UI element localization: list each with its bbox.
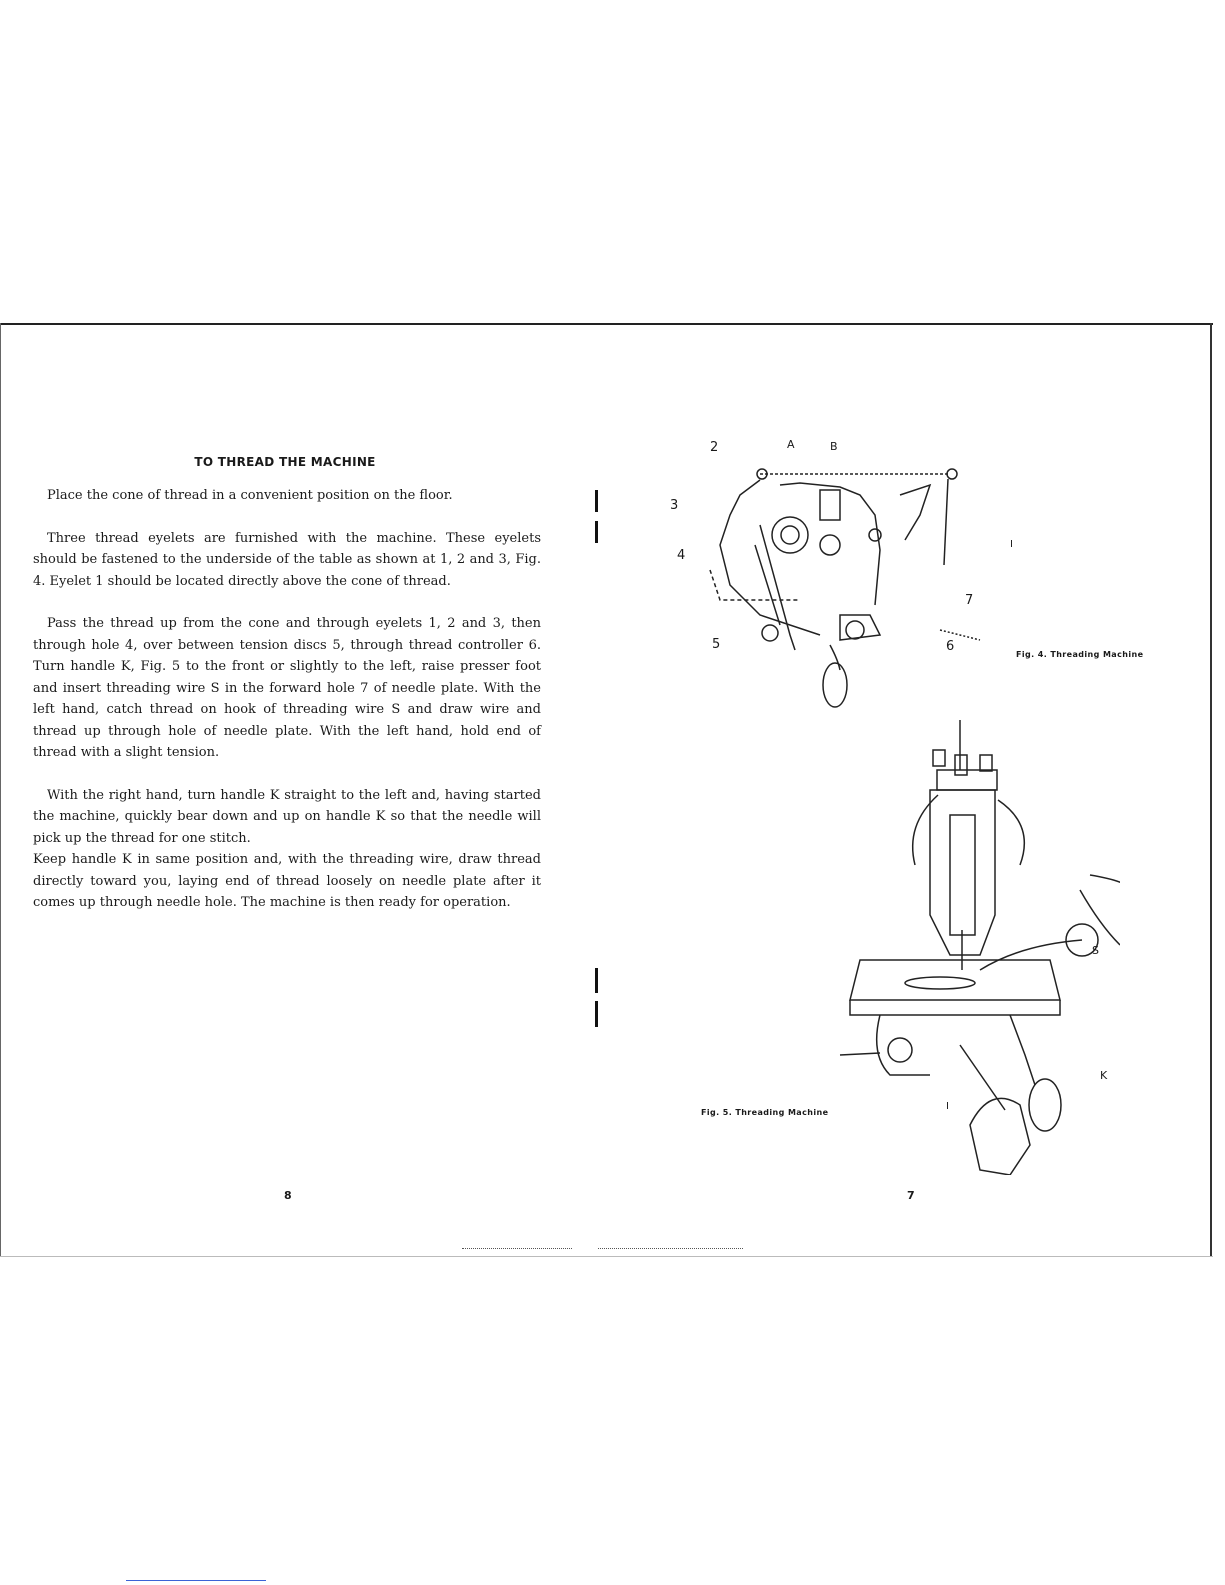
paragraph-4: With the right hand, turn handle K straight to the left and, having started the machine, quickly bear down and up on handle K so that the needle will pick up the thread for one stitch. [33, 787, 541, 846]
fig4-label-2: 2 [710, 440, 719, 455]
footer-underline [126, 1580, 266, 1581]
fig5-label-1: I [946, 1101, 949, 1112]
section-title: TO THREAD THE MACHINE [194, 455, 376, 469]
gutter-mark [595, 521, 598, 543]
paragraph-3: Pass the thread up from the cone and through eyelets 1, 2 and 3, then through hole 4, over between tension discs 5, through thread controller 6. Turn handle K, Fig. 5 to the front or slightly to the left, raise presser foot and insert threading wire S in the forward hole 7 of needle plate. With the left hand, catch thread on hook of threading wire S and draw wire and thread up through hole of needle plate. With the left hand, hold end of thread with a slight tension. [33, 616, 541, 760]
page-top-edge [0, 323, 1213, 325]
page-bottom-edge [0, 1256, 1213, 1257]
gutter-mark [595, 1001, 598, 1027]
fig4-label-A: A [787, 438, 795, 451]
threading-machine-illustration [820, 715, 1120, 1175]
paragraph-2: Three thread eyelets are furnished with the machine. These eyelets should be fastened to the underside of the table as shown at 1, 2 and 3, Fig. 4. Eyelet 1 should be located directly above the cone of thread. [33, 530, 541, 589]
fig4-label-B: B [830, 440, 838, 453]
fig5-label-S: S [1092, 944, 1099, 957]
fig4-label-5: 5 [712, 637, 721, 652]
left-page-number: 8 [284, 1189, 292, 1202]
gutter-mark [595, 490, 598, 512]
page-left-edge [0, 323, 1, 1257]
page-right-edge [1210, 323, 1212, 1257]
paragraph-5: Keep handle K in same position and, with the threading wire, draw thread directly toward you, laying end of thread loosely on needle plate after it comes up through needle hole. The machine is then ready for operation. [33, 852, 541, 910]
instructions-column [33, 485, 541, 914]
scan-artifact [462, 1248, 572, 1250]
fig4-label-1: I [1010, 539, 1013, 550]
fig5-caption: Fig. 5. Threading Machine [701, 1108, 829, 1117]
fig4-label-6: 6 [946, 639, 955, 654]
right-page-number: 7 [907, 1189, 915, 1202]
gutter-mark [595, 968, 598, 993]
fig4-label-4: 4 [677, 548, 686, 563]
threading-mechanism-illustration [700, 455, 1000, 715]
scan-artifact [598, 1248, 743, 1250]
paragraph-1: Place the cone of thread in a convenient position on the floor. [47, 488, 453, 503]
fig4-label-3: 3 [670, 498, 679, 513]
fig5-label-K: K [1100, 1069, 1108, 1082]
fig4-caption: Fig. 4. Threading Machine [1016, 650, 1144, 659]
fig4-label-7: 7 [965, 593, 974, 608]
